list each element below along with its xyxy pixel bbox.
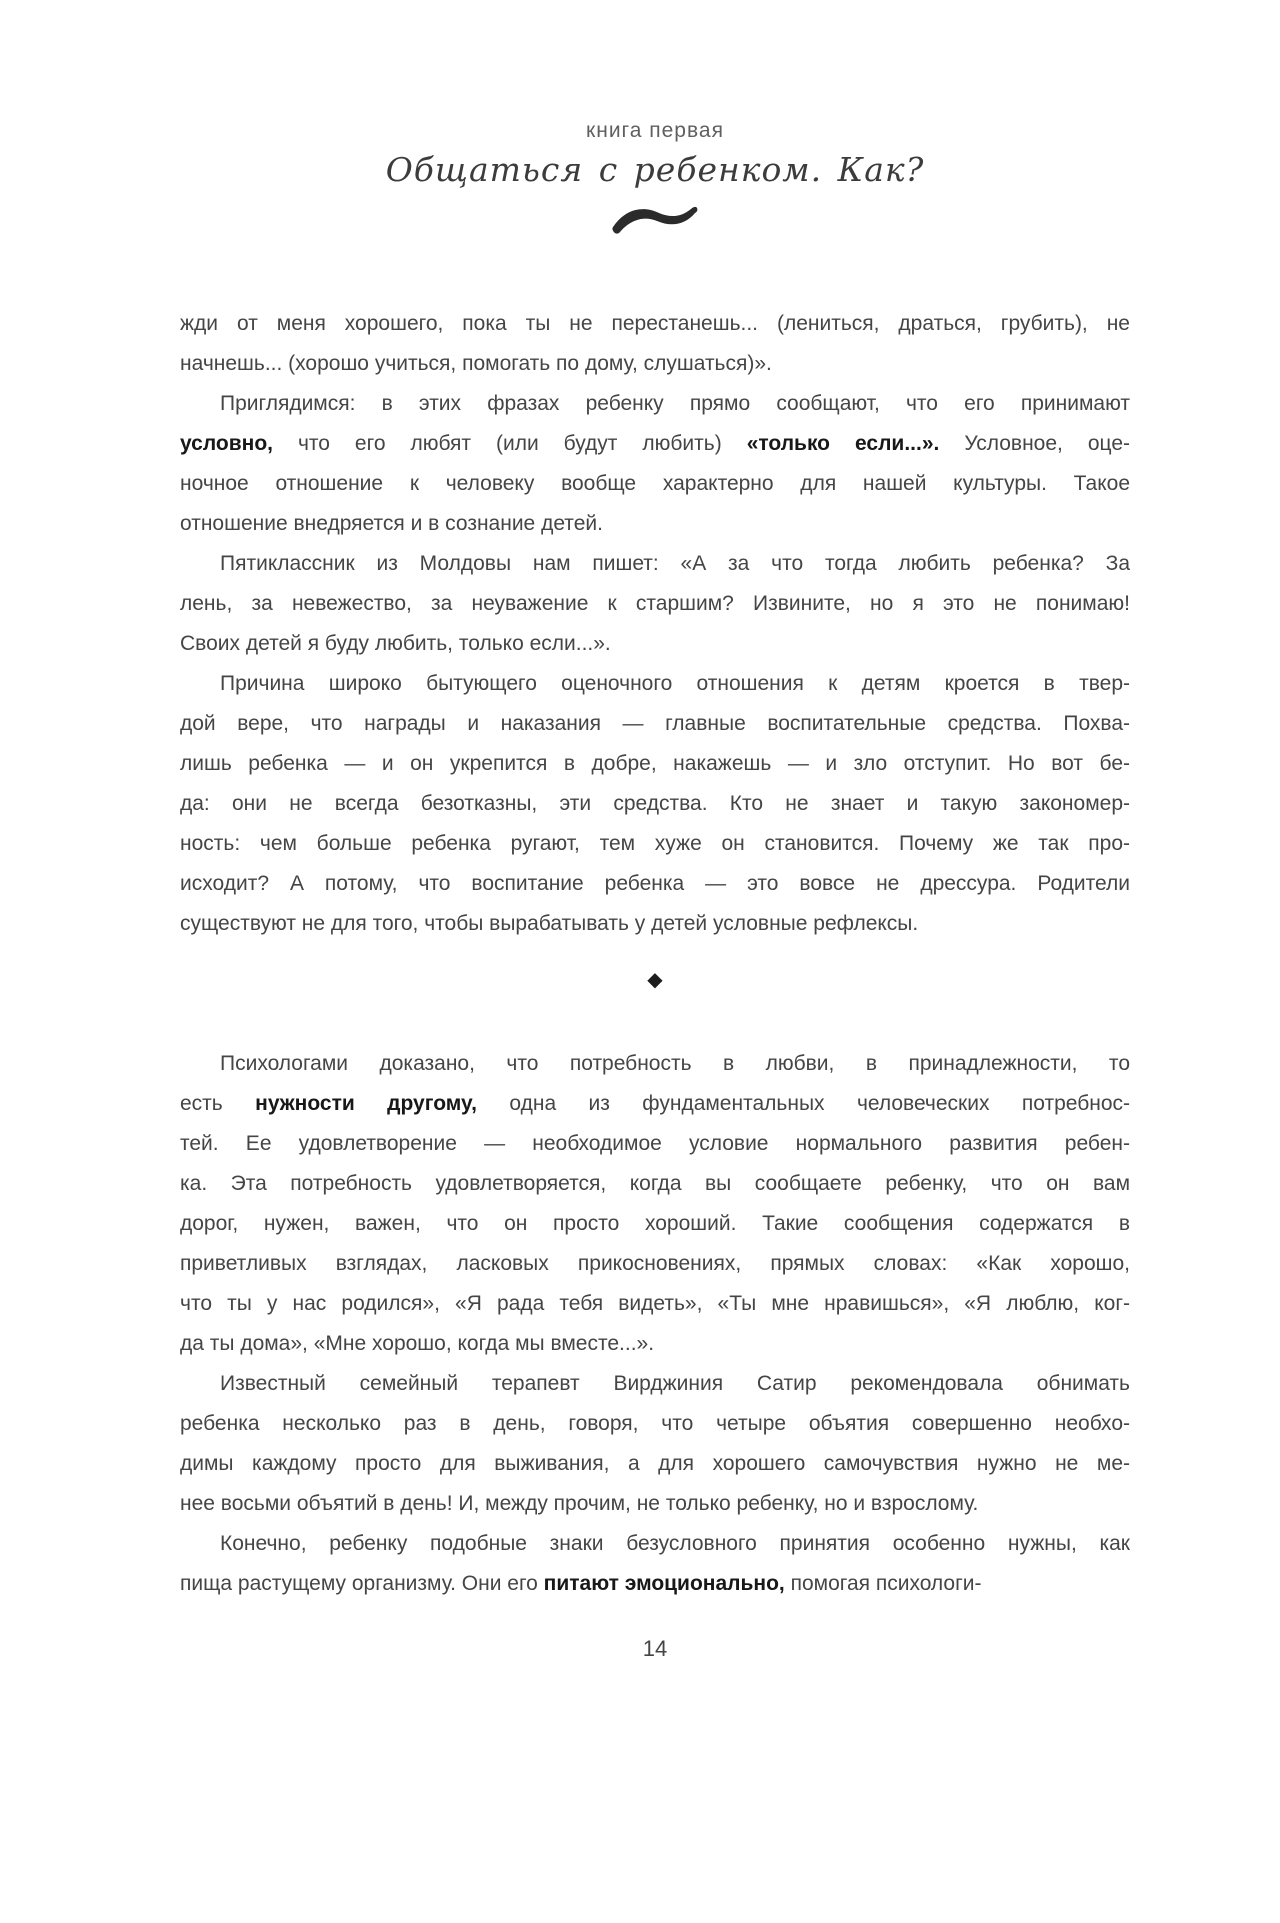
bold-text: условно, — [180, 432, 273, 455]
paragraph — [180, 1524, 1130, 1604]
text-line — [180, 424, 1130, 464]
text-line — [180, 1124, 1130, 1164]
text-line — [180, 384, 1130, 424]
body-text: начнешь... (хорошо учиться, помогать по дому, слушаться)». — [180, 352, 772, 375]
page-body — [180, 304, 1130, 1604]
text-line — [180, 344, 1130, 384]
text-line — [180, 664, 1130, 704]
paragraph — [180, 664, 1130, 944]
body-text: Причина широко бытующего оценочного отношения к детям кроется в твер- — [220, 672, 1130, 695]
body-text: лишь ребенка — и он укрепится в добре, накажешь — и зло отступит. Но вот бе- — [180, 752, 1130, 775]
body-text: что его любят (или будут любить) — [272, 432, 747, 455]
body-text: тей. Ее удовлетворение — необходимое условие нормального развития ребен- — [180, 1132, 1130, 1155]
text-line — [180, 1404, 1130, 1444]
body-text: жди от меня хорошего, пока ты не перестанешь... (лениться, драться, грубить), не — [180, 312, 1130, 335]
text-line — [180, 584, 1130, 624]
text-line — [180, 1044, 1130, 1084]
body-text: Пятиклассник из Молдовы нам пишет: «А за что тогда любить ребенка? За — [220, 552, 1130, 575]
text-line — [180, 1284, 1130, 1324]
book-title: Общаться с ребенком. Как? — [385, 150, 925, 189]
body-text: да: они не всегда безотказны, эти средства. Кто не знает и такую закономер- — [180, 792, 1130, 815]
bold-text: питают эмоционально, — [543, 1572, 785, 1595]
body-text: отношение внедряется и в сознание детей. — [180, 512, 603, 535]
body-text: нее восьми объятий в день! И, между прочим, не только ребенку, но и взрослому. — [180, 1492, 979, 1515]
body-text: исходит? А потому, что воспитание ребенка — это вовсе не дрессура. Родители — [180, 872, 1130, 895]
paragraph — [180, 304, 1130, 384]
series-label: книга первая — [586, 119, 724, 142]
paragraph — [180, 384, 1130, 544]
body-text: да ты дома», «Мне хорошо, когда мы вместе...». — [180, 1332, 655, 1355]
text-line — [180, 624, 1130, 664]
paragraph — [180, 1364, 1130, 1524]
text-line — [180, 1244, 1130, 1284]
text-line — [180, 504, 1130, 544]
page-number: 14 — [642, 1636, 668, 1661]
text-line — [180, 744, 1130, 784]
body-text: что ты у нас родился», «Я рада тебя видеть», «Ты мне нравишься», «Я люблю, ког- — [180, 1292, 1130, 1315]
text-line — [180, 864, 1130, 904]
paragraph — [180, 1044, 1130, 1364]
paragraph — [180, 544, 1130, 664]
text-line — [180, 1564, 1130, 1604]
body-text: существуют не для того, чтобы вырабатывать у детей условные рефлексы. — [180, 912, 919, 935]
body-text: пища растущему организму. Они его — [180, 1572, 544, 1595]
text-line — [180, 304, 1130, 344]
body-text: Условное, оце- — [939, 432, 1130, 455]
text-line — [180, 824, 1130, 864]
body-text: ность: чем больше ребенка ругают, тем хуже он становится. Почему же так про- — [180, 832, 1130, 855]
body-text: приветливых взглядах, ласковых прикосновениях, прямых словах: «Как хорошо, — [180, 1252, 1130, 1275]
text-line — [180, 1364, 1130, 1404]
body-text: помогая психологи- — [784, 1572, 982, 1595]
text-line — [180, 904, 1130, 944]
text-line — [180, 1204, 1130, 1244]
bold-text: «только если...». — [746, 432, 940, 455]
body-text: одна из фундаментальных человеческих потребнос- — [476, 1092, 1131, 1115]
text-line — [180, 784, 1130, 824]
bold-text: нужности другому, — [255, 1092, 477, 1115]
body-text: Психологами доказано, что потребность в любви, в принадлежности, то — [220, 1052, 1130, 1075]
text-line — [180, 1324, 1130, 1364]
header-ornament — [180, 200, 1130, 240]
body-text: дой вере, что награды и наказания — главные воспитательные средства. Похва- — [180, 712, 1130, 735]
body-text: Конечно, ребенку подобные знаки безусловного принятия особенно нужны, как — [220, 1532, 1130, 1555]
text-line — [180, 464, 1130, 504]
text-line — [180, 544, 1130, 584]
body-text: Своих детей я буду любить, только если...». — [180, 632, 611, 655]
page-header — [180, 0, 1130, 240]
body-text: ребенка несколько раз в день, говоря, что четыре объятия совершенно необхо- — [180, 1412, 1130, 1435]
body-text: дорог, нужен, важен, что он просто хороший. Такие сообщения содержатся в — [180, 1212, 1130, 1235]
text-line — [180, 1484, 1130, 1524]
text-line — [180, 704, 1130, 744]
body-text: димы каждому просто для выживания, а для хорошего самочувствия нужно не ме- — [180, 1452, 1130, 1475]
section-divider: ◆ — [647, 969, 663, 991]
body-text: Приглядимся: в этих фразах ребенку прямо сообщают, что его принимают — [220, 392, 1130, 415]
text-line — [180, 1444, 1130, 1484]
body-text: ночное отношение к человеку вообще характерно для нашей культуры. Такое — [180, 472, 1130, 495]
body-text: лень, за невежество, за неуважение к старшим? Извините, но я это не понимаю! — [180, 592, 1130, 615]
text-line — [180, 1524, 1130, 1564]
body-text: ка. Эта потребность удовлетворяется, когда вы сообщаете ребенку, что он вам — [180, 1172, 1130, 1195]
body-text: есть — [180, 1092, 256, 1115]
page-footer — [180, 1636, 1130, 1662]
text-line — [180, 1084, 1130, 1124]
text-line — [180, 1164, 1130, 1204]
tilde-swash-icon — [607, 203, 703, 237]
body-text: Известный семейный терапевт Вирджиния Сатир рекомендовала обнимать — [220, 1372, 1130, 1395]
